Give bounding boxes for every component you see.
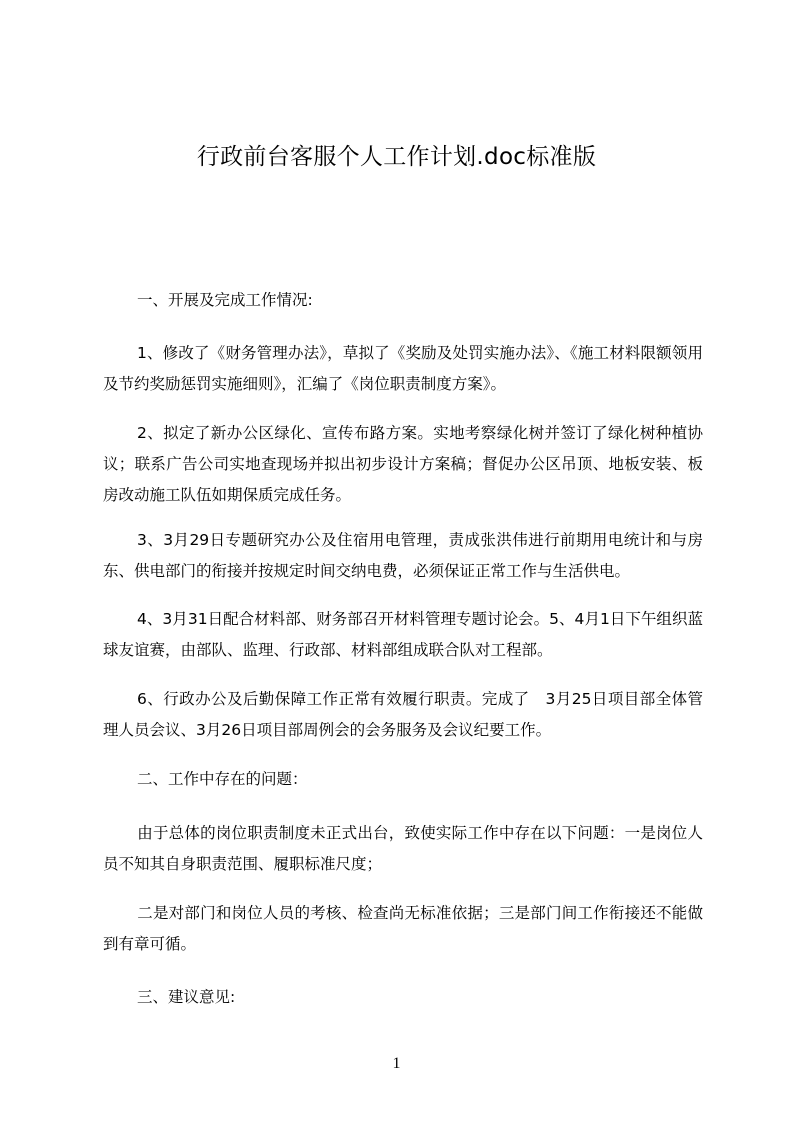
paragraph-item-4-5: 4、3月31日配合材料部、财务部召开材料管理专题讨论会。5、4月1日下午组织蓝球友谊赛，由部队、监理、行政部、材料部组成联合队对工程部。 — [103, 610, 703, 659]
paragraph-item-6: 6、行政办公及后勤保障工作正常有效履行职责。完成了 3月25日项目部全体管理人员会议、3月26日项目部周例会的会务服务及会议纪要工作。 — [103, 690, 703, 739]
paragraph-item-1: 1、修改了《财务管理办法》，草拟了《奖励及处罚实施办法》、《施工材料限额领用及节约奖励惩罚实施细则》，汇编了《岗位职责制度方案》。 — [103, 344, 703, 393]
paragraph-problem-2: 二是对部门和岗位人员的考核、检查尚无标准依据；三是部门间工作衔接还不能做到有章可循。 — [103, 904, 703, 953]
paragraph-item-2: 2、拟定了新办公区绿化、宣传布路方案。实地考察绿化树并签订了绿化树种植协议；联系广告公司实地查现场并拟出初步设计方案稿；督促办公区吊顶、地板安装、板房改动施工队伍如期保质完成任务。 — [103, 424, 703, 504]
paragraph-item-3: 3、3月29日专题研究办公及住宿用电管理，责成张洪伟进行前期用电统计和与房东、供电部门的衔接并按规定时间交纳电费，必须保证正常工作与生活供电。 — [103, 531, 703, 580]
page-number: 1 — [392, 1055, 401, 1072]
paragraph-problem-1: 由于总体的岗位职责制度未正式出台，致使实际工作中存在以下问题：一是岗位人员不知其自身职责范围、履职标准尺度； — [103, 824, 703, 873]
section-heading-3: 三、建议意见: — [137, 988, 236, 1006]
section-heading-2: 二、工作中存在的问题： — [137, 770, 308, 788]
section-heading-1: 一、开展及完成工作情况: — [137, 291, 313, 309]
document-title: 行政前台客服个人工作计划.doc标准版 — [196, 144, 597, 170]
